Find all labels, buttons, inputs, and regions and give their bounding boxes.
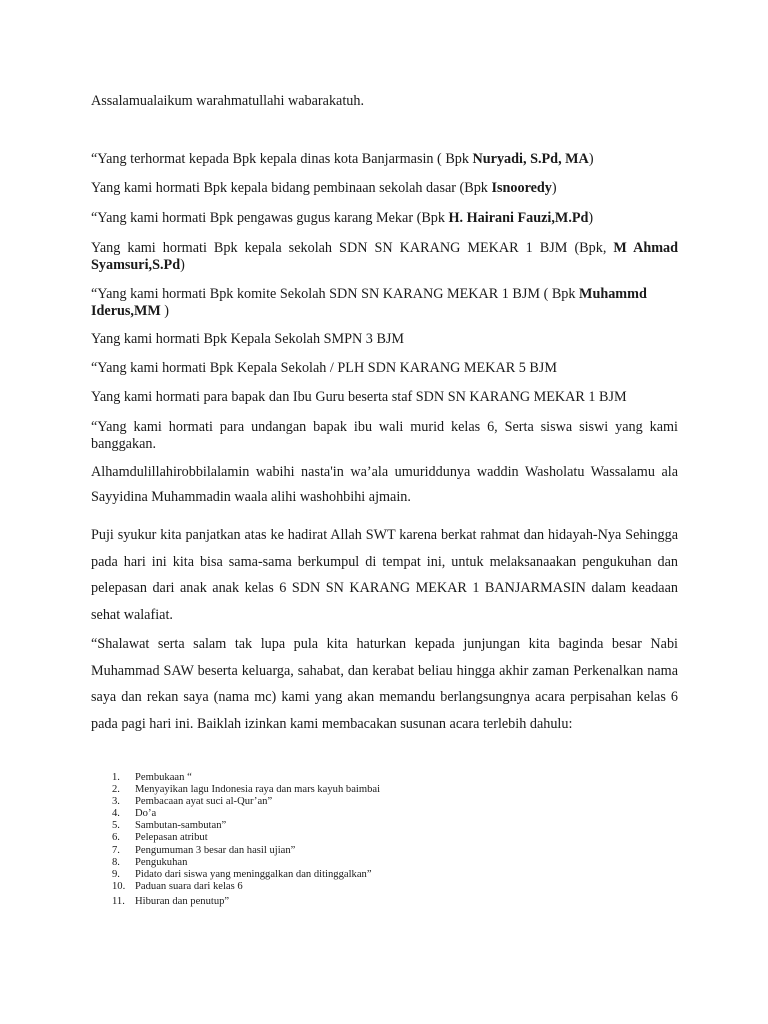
agenda-number: 1. [112,772,120,783]
salutation-text: Yang kami hormati Bpk kepala bidang pembinaan sekolah dasar (Bpk [91,180,492,196]
agenda-text: Pengumuman 3 besar dan hasil ujian” [135,844,296,856]
agenda-text: Pembukaan “ [135,772,192,783]
salutation-undangan: “Yang kami hormati para undangan bapak ibu wali murid kelas 6, Serta siswa siswi yang kami banggakan. [91,419,678,452]
salutation-smpn: Yang kami hormati Bpk Kepala Sekolah SMPN 3 BJM [91,331,405,347]
agenda-text: Pengukuhan [135,856,188,868]
salutation-text: ) [180,257,185,273]
agenda-text: Paduan suara dari kelas 6 [135,880,243,892]
salutation-text: ) [588,151,594,167]
salutation-pengawas [91,210,678,227]
agenda-number: 11. [112,895,125,907]
agenda-item [112,820,380,832]
agenda-item [112,784,380,796]
shalawat-paragraph: “Shalawat serta salam tak lupa pula kita haturkan kepada junjungan kita baginda besar Nabi Muhammad SAW beserta keluarga, sahabat, dan kerabat beliau hingga akhir zaman Perkenalkan nama saya dan rekan saya (nama mc) kami yang akan memandu berlangsungnya acara perpisahan kelas 6 pada pagi hari ini. Baiklah izinkan kami membacakan susunan acara terlebih dahulu: [91,636,678,732]
agenda-number: 3. [112,796,120,808]
agenda-item [112,896,380,908]
agenda-number: 9. [112,868,120,880]
puji-syukur-paragraph: Puji syukur kita panjatkan atas ke hadirat Allah SWT karena berkat rahmat dan hidayah-Nya Sehingga pada hari ini kita bisa sama-sama berkumpul di tempat ini, untuk melaksanaakan pengukuhan dan pelepasan dari anak anak kelas 6 SDN SN KARANG MEKAR 1 BANJARMASIN dalam keadaan sehat walafiat. [91,527,678,623]
agenda-item [112,845,380,857]
agenda-number: 4. [112,808,120,820]
salutation-name: Isnooredy [491,180,552,196]
salutation-text: Yang kami hormati Bpk kepala sekolah SDN SN KARANG MEKAR 1 BJM (Bpk, [91,240,614,256]
agenda-item [112,832,380,844]
salutation-plh: “Yang kami hormati Bpk Kepala Sekolah / PLH SDN KARANG MEKAR 5 BJM [91,360,557,376]
agenda-text: Pembacaan ayat suci al-Qur’an” [135,796,273,808]
agenda-number: 8. [112,856,120,868]
agenda-item [112,796,380,808]
salutation-kepsek [91,240,678,274]
agenda-number: 10. [112,880,126,892]
salutation-text: ) [160,303,170,319]
agenda-text: Do’a [135,808,157,820]
agenda-item [112,857,380,869]
agenda-text: Sambutan-sambutan” [135,820,227,832]
salutation-name: Nuryadi, S.Pd, MA [472,151,589,167]
salutation-text: “Yang terhormat kepada Bpk kepala dinas kota Banjarmasin ( Bpk [91,151,473,167]
agenda-text: Pidato dari siswa yang meninggalkan dan ditinggalkan” [135,868,372,880]
salutation-guru: Yang kami hormati para bapak dan Ibu Guru beserta staf SDN SN KARANG MEKAR 1 BJM [91,389,627,405]
hamdalah-paragraph: Alhamdulillahirobbilalamin wabihi nasta'in wa’ala umuriddunya waddin Washolatu Wassalamu ala Sayyidina Muhammadin waala alihi washohbihi ajmain. [91,464,678,505]
agenda-item [112,772,380,784]
agenda-number: 6. [112,832,120,844]
salutation-text: ) [551,180,557,196]
agenda-number: 2. [112,784,120,796]
agenda-text: Hiburan dan penutup” [135,895,230,907]
salutation-kadis [91,151,678,168]
agenda-number: 5. [112,820,120,832]
salutation-text: “Yang kami hormati Bpk pengawas gugus karang Mekar (Bpk [91,210,449,226]
salutation-name: Muhammd Iderus,MM [91,286,647,319]
salutation-name: M Ahmad Syamsuri,S.Pd [91,240,679,273]
agenda-text: Pelepasan atribut [135,832,208,844]
greeting: Assalamualaikum warahmatullahi wabarakatuh. [91,93,365,109]
agenda-list [112,772,380,908]
salutation-text: “Yang kami hormati Bpk komite Sekolah SDN SN KARANG MEKAR 1 BJM ( Bpk [91,286,580,302]
agenda-number: 7. [112,844,120,856]
agenda-item [112,881,380,893]
salutation-komite [91,286,678,320]
agenda-item [112,808,380,820]
salutation-text: ) [588,210,594,226]
agenda-text: Menyayikan lagu Indonesia raya dan mars kayuh baimbai [135,784,381,796]
salutation-kabid [91,180,678,197]
agenda-item [112,869,380,881]
salutation-name: H. Hairani Fauzi,M.Pd [448,210,589,226]
